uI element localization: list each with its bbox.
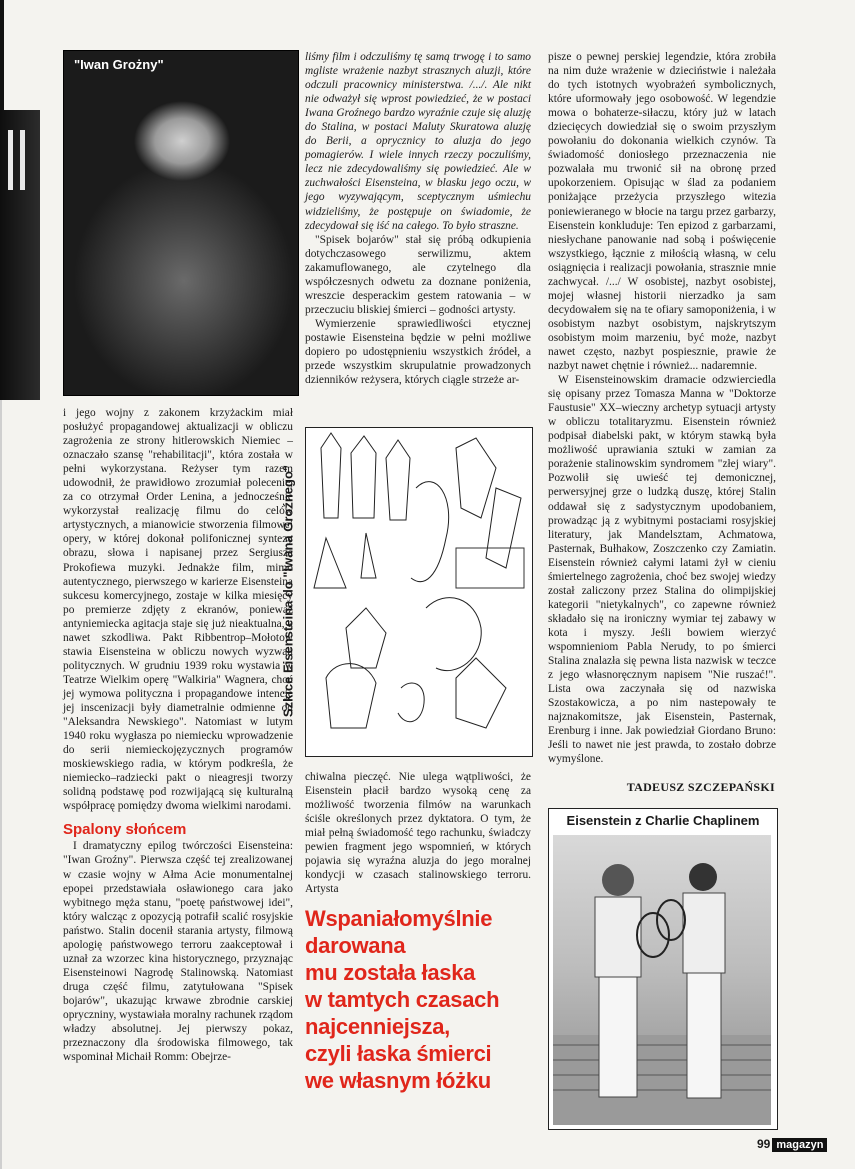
chaplin-caption: Eisenstein z Charlie Chaplinem <box>566 813 760 828</box>
section-heading: Spalony słońcem <box>63 821 187 839</box>
paragraph: I dramatyczny epilog twórczości Eisensteina: "Iwan Groźny". Pierwsza część tej zrealizowanej w czasie wojny w Ałma Acie monumentalnej epopei przedstawiała osławionego cara jako wybitnego męża stanu, "poetę państwowej idei", który walcząc z opozycją potrafił scalić rosyjskie państwo. Stalin docenił starania artysty, filmową apologię państwowego terroru zaakceptował i uznał za wzorzec kina historycznego, przyznając Eisensteinowi Nagrodę Stalinowską. Natomiast druga część filmu, zatytułowana "Spisek bojarów", ukazując krwawe zbrodnie carskiej opryczniny, wystawiała moralny rachunek rządom władzy absolutnej. Jej pierwszy pokaz, przeznaczony dla środowiska filmowego, tak wspominał Michaił Romm: Obejrze- <box>63 840 293 1064</box>
photo-caption: "Iwan Grożny" <box>74 57 164 72</box>
column-right <box>548 50 776 766</box>
candle-shape <box>20 130 25 190</box>
page-number: 99 <box>757 1137 771 1151</box>
column-mid-top <box>305 50 531 387</box>
paragraph: i jego wojny z zakonem krzyżackim miał posłużyć propagandowej aktualizacji w obliczu zagrożenia ze strony hitlerowskich Niemiec – oznaczało szansę "rehabilitacji", która została w pełni wykorzystana. Reżyser tym razem udowodnił, że prawidłowo zrozumiał polecenie, za co otrzymał Order Lenina, a jednocześnie wykorzystał realizację filmu do celów artystycznych, a mianowicie stworzenia filmowej opery, w której dokonał polifonicznej syntezy obrazu, słowa i napisanej przez Sergiusza Prokofiewa muzyki. Jednakże film, mimo autentycznego, pierwszego w karierze Eisensteina sukcesu komercyjnego, zostaje w kilka miesięcy po premierze zdjęty z ekranów, ponieważ antyniemiecka agitacja staje się już nieaktualna, a nawet szkodliwa. Pakt Ribbentrop–Mołotow stawia Eisensteina w obliczu nowych wyzwań politycznych. W grudniu 1939 roku wystawia w Teatrze Wielkim operę "Walkiria" Wagnera, choć jej wymowa polityczna i propagandowe intencje jej inscenizacji były diametralnie odmienne od "Aleksandra Newskiego". Natomiast w lutym 1940 roku wygłasza po niemiecku wprowadzenie do serii niemieckojęzycznych programów moskiewskiego radia, w którym podkreśla, że niemiecko–radziecki pakt o nieagresji tworzy solidną podstawę pod rozwijającą się kulturalną współpracę pomiędzy dwoma wielkimi narodami. <box>63 407 293 813</box>
paragraph: W Eisensteinowskim dramacie odzwierciedla się opisany przez Tomasza Manna w "Doktorze Faustusie" XX–wieczny archetyp sytuacji artysty w obliczu totalitaryzmu. Eisenstein również podpisał diabelski pakt, w którym stawką była możliwość uprawiania sztuki w zamian za porażenie stalinowskim syndromem "złej wiary". Pozwolił się uwieść tej demonicznej, perwersyjnej grze o ludzką duszę, której Stalin oddawał się z sadystycznym upodobaniem, prowadząc ją z wybitnymi postaciami rosyjskiej literatury, jak Mandelsztam, Achmatowa, Pasternak, Bułhakow, Zoszczenko czy Zamiatin. Eisenstein również całymi latami żył w cieniu śmiertelnego zagrożenia, choć bez swojej wiedzy został zaliczony przez Stalina do olimpijskiej kategorii "nietykalnych", co zapewne również składało się na ironiczny wymiar tej zabawy w kota i myszy. Jeśli bowiem wierzyć wspomnieniom Pabla Nerudy, to po śmierci Stalina znalazła się pewna lista nazwisk w teczce z jego własnoręcznym napisem "Nie ruszać!". Lista owa zaczynała się od nazwiska Szostakowicza, a po nim nastepowały te najznakomitsze, jak Eisenstein, Pasternak, Erenburg i inne. Jak powiedział Giordano Bruno: Jeśli to nawet nie jest prawda, to zostało dobrze wymyślone. <box>548 374 776 766</box>
paragraph: chiwalna pieczęć. Nie ulega wątpliwości, że Eisenstein płacił bardzo wysoką cenę za możliwość tworzenia filmów na warunkach ściśle określonych przez dyktatora. O tym, że miał pełną świadomość tego rachunku, świadczy pewien fragment jego wspomnień, w których pojawia się wyraźna aluzja do jego moralnej kondycji w czasach stalinowskiego terroru. Artysta <box>305 771 531 896</box>
author-byline: TADEUSZ SZCZEPAŃSKI <box>626 780 775 794</box>
eisenstein-sketches <box>305 427 533 757</box>
paragraph: pisze o pewnej perskiej legendzie, która zrobiła na nim duże wrażenie w dzieciństwie i należała do tych istotnych wyobrażeń symbolicznych, które uformowały jego osobowość. W legendzie mowa o bohaterze-siłaczu, który już w latach dziecięcych dowiedział się o swoim przyszłym powołaniu do dokonania wielkich czynów. Ta świadomość doniosłego przeznaczenia nie pozwalała mu trwonić sił na obronę przed upokorzeniem. Opisując w ślad za podaniem poniżające przeżycia przyszłego witezia poniewieranego w błocie na targu przez garbarzy, Eisenstein konkluduje: Ten epizod z garbarzami, niesłychane panowanie nad sobą i poświęcenie wszystkiego, łącznie z miłością własną, w celu osiągnięcia i realizacji powołania, strasznie mnie zachwycał. /.../ W osobistej, nazbyt osobistej, mojej własnej historii nierzadko ja sam decydowałem się na te ofiary samoponiżenia, i w osobistym nazbyt osobistym, najskrytszym osobistym moim marzeniu, być może, nazbyt nawet często, nazbyt pospiesznie, prawie że nazbyt nawet chętnie i również... nadaremnie. <box>548 51 776 373</box>
column-left <box>63 406 293 1064</box>
pull-quote-line: we własnym łóżku <box>305 1068 491 1093</box>
tennis-figures <box>553 835 771 1125</box>
sketch-label: Szkice Eisensteina do "Iwana Groźnego" <box>280 464 296 718</box>
page-edge-lower <box>0 400 2 1169</box>
candles-photo-fragment <box>0 110 40 400</box>
chaplin-photo-box <box>548 808 778 1130</box>
pull-quote-line: mu została łaska <box>305 960 476 985</box>
ivan-grozny-photo <box>63 50 299 396</box>
paragraph: Wymierzenie sprawiedliwości etycznej postawie Eisensteina będzie w pełni możliwe dopiero po udostępnieniu wszystkich źródeł, a przede wszystkim skrupulatnie prowadzonych dzienników reżysera, których ciągle strzeże ar- <box>305 317 531 387</box>
sketch-drawing <box>306 428 532 756</box>
pull-quote-line: Wspaniałomyślnie <box>305 906 493 931</box>
paragraph: liśmy film i odczuliśmy tę samą trwogę i to samo mgliste wrażenie nazbyt strasznych aluzji, które odczuli pracownicy ministerstwa. /.../. Ale nikt nie odważył się wprost powiedzieć, że w postaci Iwana Groźnego bardzo wyraźnie czuje się aluzję do Stalina, w postaci Maluty Skuratowa aluzję do Berii, a opryczniсу to aluzja do jego pomagierów. I wiele innych rzeczy poczuliśmy, lecz nie zdecydowaliśmy się powiedzieć. Ale w zuchwałości Eisensteina, w blasku jego oczu, w jego wyzywającym, sceptycznym uśmiechu widzieliśmy, że postępuje on świadomie, że zdecydował się iść na całego. To było straszne. <box>305 51 531 232</box>
pull-quote-line: darowana <box>305 933 406 958</box>
pull-quote-line: najcenniejsza, <box>305 1014 450 1039</box>
pull-quote <box>305 905 545 1094</box>
magazine-logo: magazyn <box>772 1138 827 1152</box>
pull-quote-line: czyli łaska śmierci <box>305 1041 492 1066</box>
chaplin-photo <box>553 835 771 1125</box>
candle-shape <box>8 130 13 190</box>
column-mid-bottom <box>305 770 531 896</box>
page-footer <box>757 1135 827 1153</box>
paragraph: "Spisek bojarów" stał się próbą odkupienia dotychczasowego serwilizmu, aktem zakamuflowanego, ale czytelnego dla współczesnych odwetu za doznane poniżenia, wreszcie desperackim gestem ratowania – w przeczuciu bliskiej śmierci – godności artysty. <box>305 233 531 316</box>
pull-quote-line: w tamtych czasach <box>305 987 500 1012</box>
